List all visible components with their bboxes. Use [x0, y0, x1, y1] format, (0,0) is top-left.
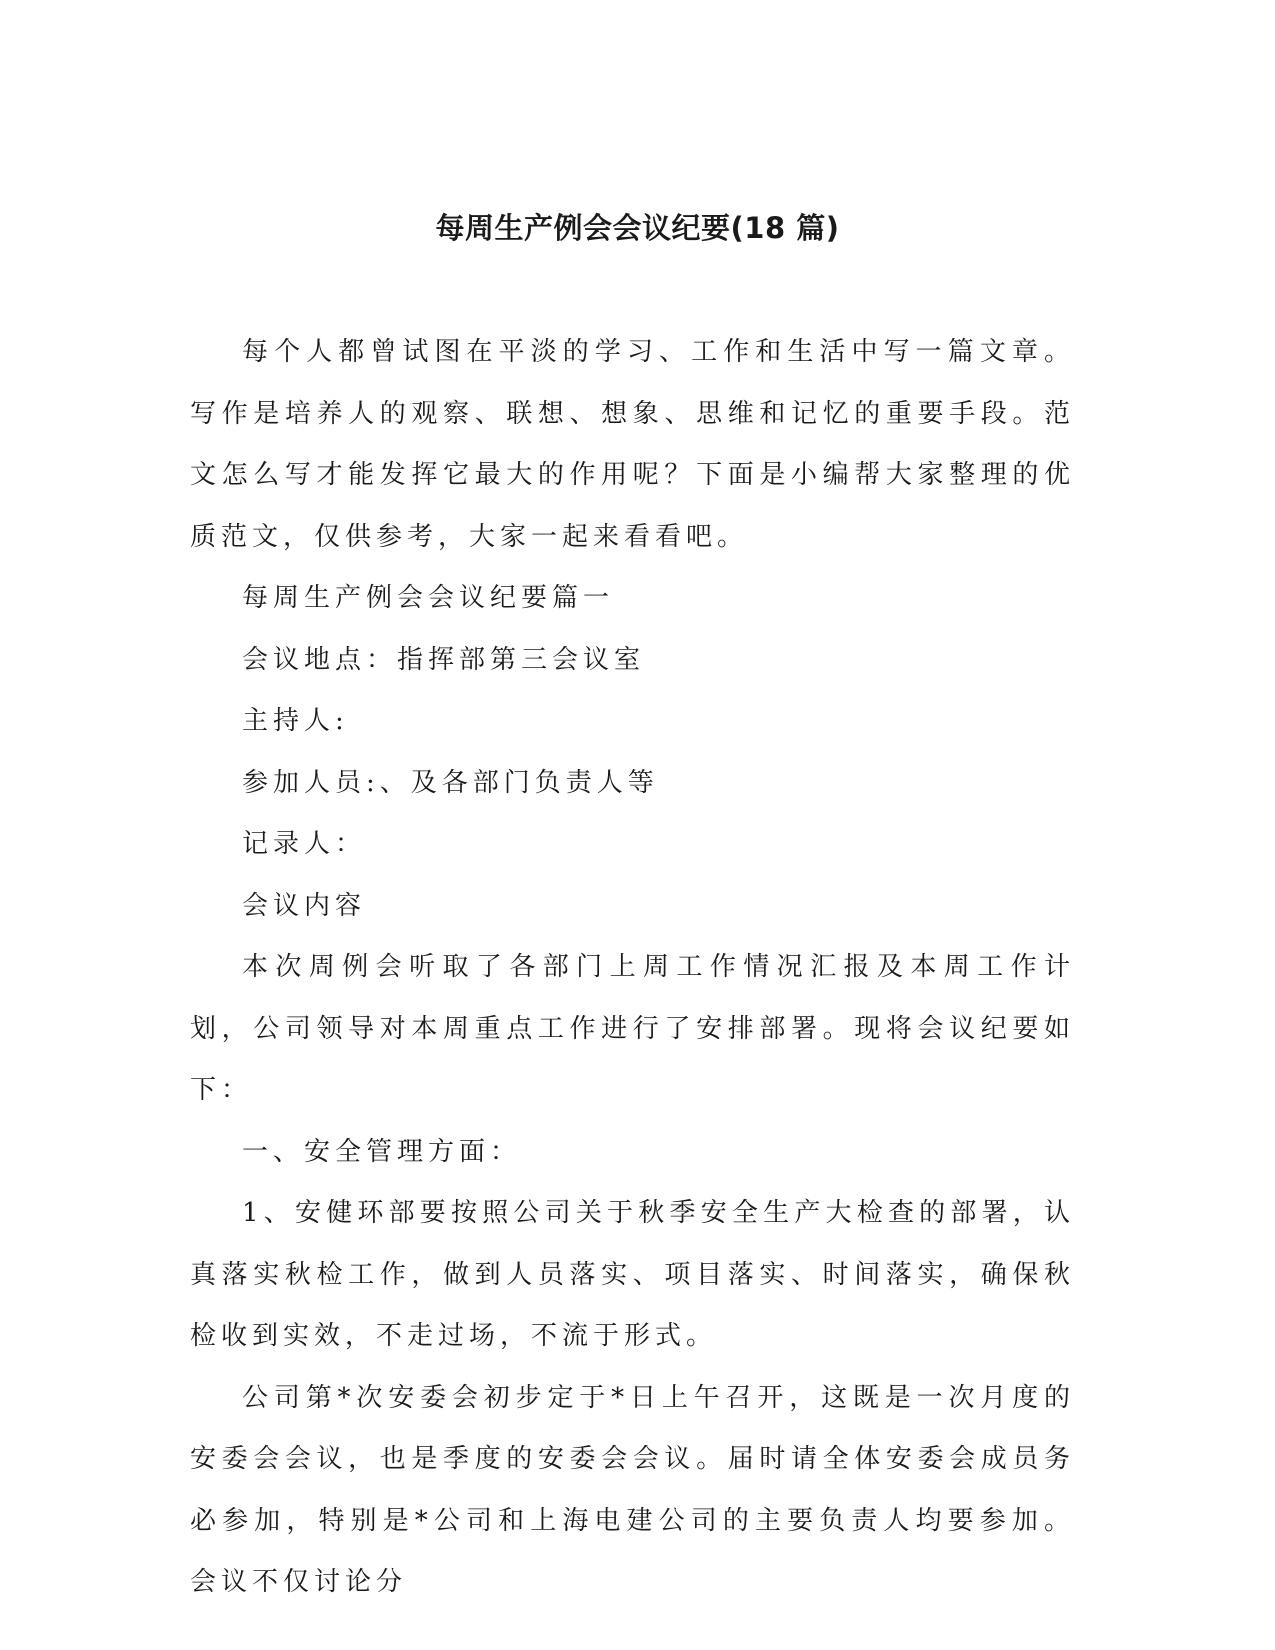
meeting-content-heading: 会议内容 [242, 890, 367, 921]
document-body [190, 322, 1075, 1614]
intro-paragraph: 每个人都曾试图在平淡的学习、工作和生活中写一篇文章。写作是培养人的观察、联想、想象、思维和记忆的重要手段。范文怎么写才能发挥它最大的作用呢？下面是小编帮大家整理的优质范文，仅供参考，大家一起来看看吧。 [190, 337, 1075, 552]
section-heading: 每周生产例会会议纪要篇一 [242, 583, 615, 613]
meeting-attendees: 参加人员:、及各部门负责人等 [242, 767, 659, 798]
meeting-location: 会议地点：指挥部第三会议室 [242, 644, 646, 675]
safety-heading: 一、安全管理方面： [242, 1136, 522, 1167]
meeting-recorder: 记录人： [242, 829, 367, 859]
content-paragraph: 公司第*次安委会初步定于*日上午召开，这既是一次月度的安委会会议，也是季度的安委会会议。届时请全体安委会成员务必参加，特别是*公司和上海电建公司的主要负责人均要参加。会议不仅讨论分 [190, 1382, 1075, 1597]
content-paragraph: 本次周例会听取了各部门上周工作情况汇报及本周工作计划，公司领导对本周重点工作进行了安排部署。现将会议纪要如下： [190, 952, 1075, 1105]
meeting-host: 主持人: [242, 706, 349, 736]
safety-item-1: 1、安健环部要按照公司关于秋季安全生产大检查的部署，认真落实秋检工作，做到人员落实、项目落实、时间落实，确保秋检收到实效，不走过场，不流于形式。 [190, 1198, 1075, 1351]
document-title: 每周生产例会会议纪要(18 篇) [435, 211, 840, 245]
